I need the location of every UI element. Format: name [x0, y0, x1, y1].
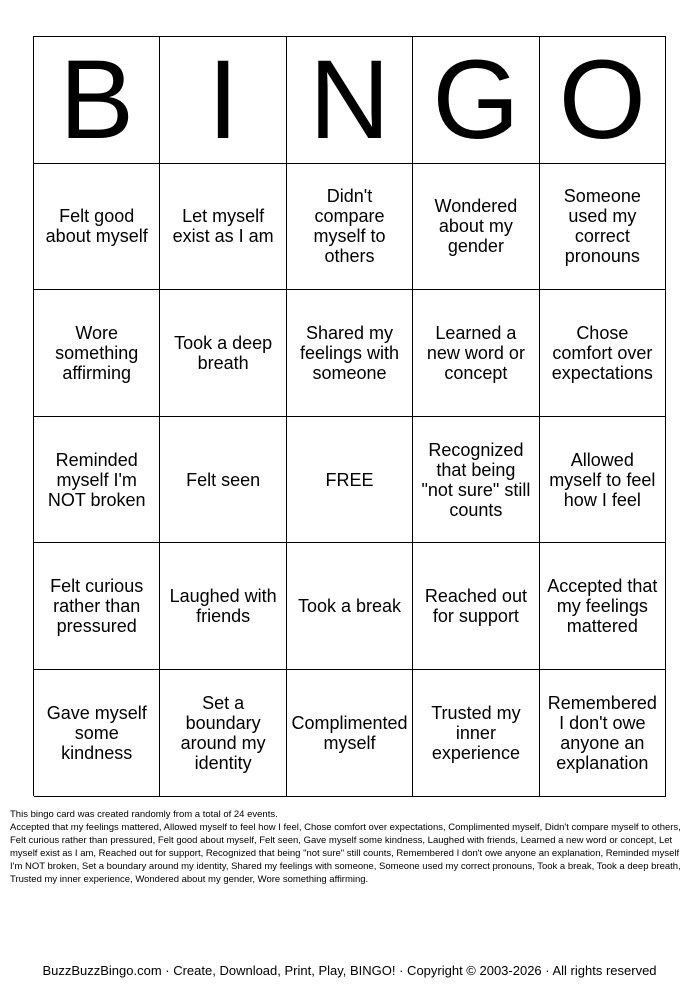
bingo-cell: Learned a new word or concept	[413, 290, 539, 417]
bingo-cell: Felt good about myself	[34, 164, 160, 291]
bingo-card	[33, 36, 666, 796]
bingo-cell: Laughed with friends	[160, 543, 286, 670]
header-letter-n: N	[287, 37, 413, 164]
bingo-cell: Let myself exist as I am	[160, 164, 286, 291]
bingo-cell: Took a deep breath	[160, 290, 286, 417]
bingo-cell: Gave myself some kindness	[34, 670, 160, 797]
free-space-cell: FREE	[287, 417, 413, 544]
bingo-cell: Wore something affirming	[34, 290, 160, 417]
header-letter-g: G	[413, 37, 539, 164]
bingo-cell: Chose comfort over expectations	[540, 290, 666, 417]
bingo-cell: Accepted that my feelings mattered	[540, 543, 666, 670]
bingo-cell: Trusted my inner experience	[413, 670, 539, 797]
bingo-row-4	[34, 543, 666, 670]
event-list-text: Accepted that my feelings mattered, Allowed myself to feel how I feel, Chose comfort over expectations, Complimented myself, Didn't compare myself to others, Felt curious rather than pressured, Felt good about myself, Felt seen, Gave myself some kindness, Laughed with friends, Learned a new word or concept, Let myself exist as I am, Reached out for support, Recognized that being "not sure" still counts, Remembered I don't owe anyone an explanation, Reminded myself I'm NOT broken, Set a boundary around my identity, Shared my feelings with someone, Someone used my correct pronouns, Took a break, Took a deep breath, Trusted my inner experience, Wondered about my gender, Wore something affirming.	[10, 822, 681, 885]
event-description	[10, 808, 690, 886]
header-letter-o: O	[540, 37, 666, 164]
bingo-row-2	[34, 290, 666, 417]
bingo-cell: Reached out for support	[413, 543, 539, 670]
bingo-cell: Shared my feelings with someone	[287, 290, 413, 417]
bingo-cell: Someone used my correct pronouns	[540, 164, 666, 291]
header-letter-i: I	[160, 37, 286, 164]
bingo-header-row	[34, 37, 666, 164]
bingo-cell: Complimented myself	[287, 670, 413, 797]
bingo-cell: Wondered about my gender	[413, 164, 539, 291]
bingo-cell: Felt curious rather than pressured	[34, 543, 160, 670]
bingo-cell: Set a boundary around my identity	[160, 670, 286, 797]
bingo-cell: Reminded myself I'm NOT broken	[34, 417, 160, 544]
header-letter-b: B	[34, 37, 160, 164]
bingo-cell: Took a break	[287, 543, 413, 670]
copyright-footer: BuzzBuzzBingo.com · Create, Download, Print, Play, BINGO! · Copyright © 2003-2026 · All rights reserved	[42, 963, 657, 978]
bingo-row-1	[34, 164, 666, 291]
bingo-cell: Allowed myself to feel how I feel	[540, 417, 666, 544]
bingo-cell: Didn't compare myself to others	[287, 164, 413, 291]
bingo-cell: Remembered I don't owe anyone an explanation	[540, 670, 666, 797]
bingo-row-3	[34, 417, 666, 544]
event-count-text: This bingo card was created randomly from a total of 24 events.	[10, 809, 278, 820]
bingo-cell: Felt seen	[160, 417, 286, 544]
bingo-row-5	[34, 670, 666, 797]
bingo-cell: Recognized that being "not sure" still counts	[413, 417, 539, 544]
